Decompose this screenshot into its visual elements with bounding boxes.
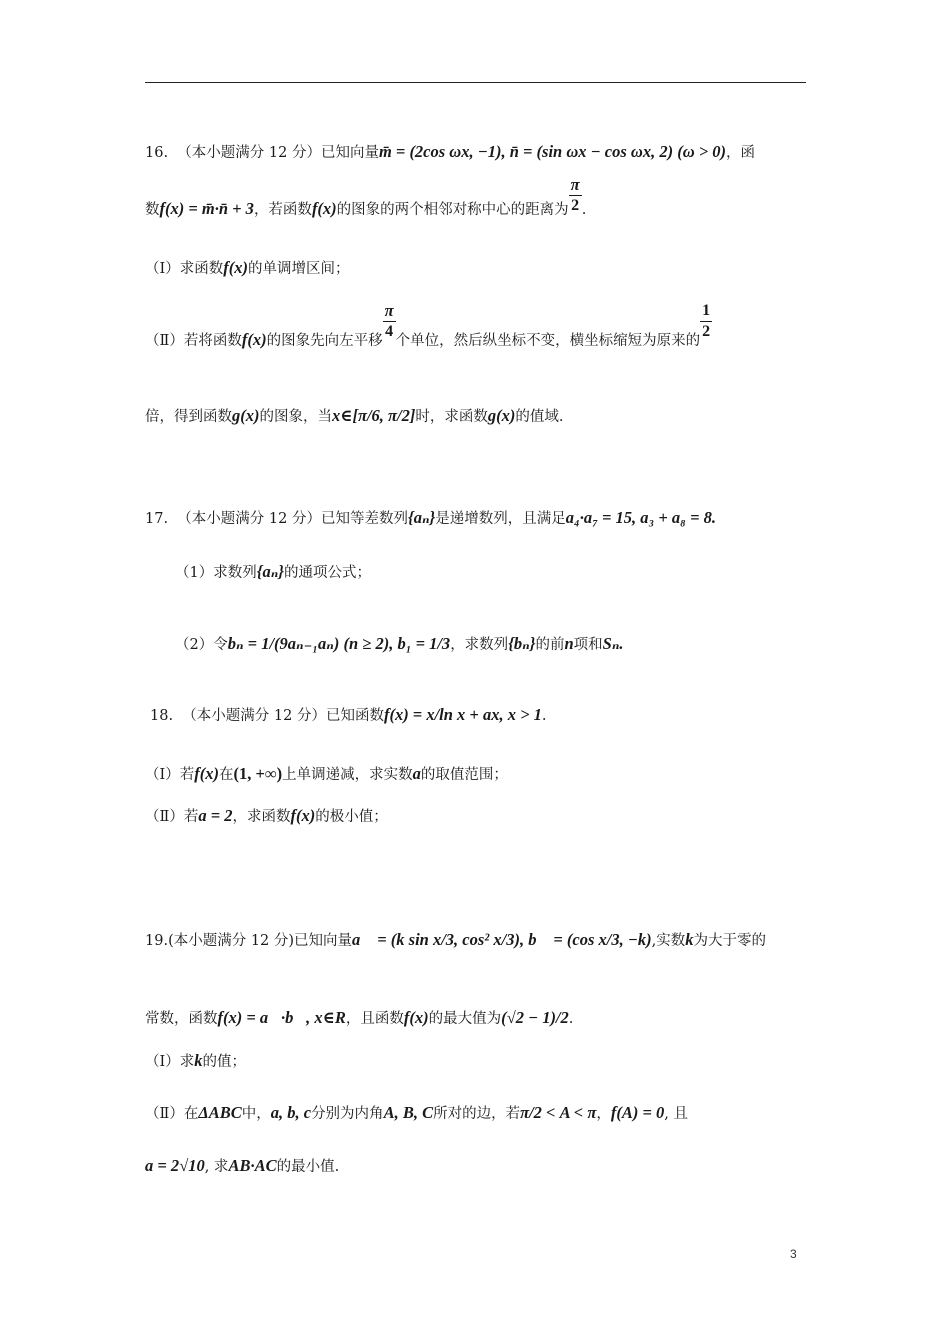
q18-line-1: 18. （本小题满分 12 分）已知函数f(x) = x/ln x + ax, x > 1.	[150, 705, 547, 724]
q18-number: 18.	[150, 708, 174, 724]
q17-part2: （2）令bₙ = 1/(9aₙ₋₁aₙ) (n ≥ 2), b₁ = 1/3，求数列{bₙ}的前n项和Sₙ.	[175, 634, 624, 653]
q19-fA: f(A) = 0	[610, 1103, 665, 1122]
q16-p1-label: （Ⅰ）求函数	[145, 261, 224, 277]
q17-bn: {bₙ}	[508, 634, 536, 653]
q16-range: x∈[π/6, π/2]	[332, 406, 416, 425]
q19-vectors: a⃗ = (k sin x/3, cos² x/3), b⃗ = (cos x/3, −k)	[352, 930, 652, 949]
q19-part2: （Ⅱ）在ΔABC中，a, b, c分别为内角A, B, C所对的边，若π/2 < A < π，f(A) = 0, 且	[145, 1103, 688, 1122]
header-rule	[145, 82, 806, 83]
q18-f-def: f(x) = x/ln x + ax, x > 1	[383, 705, 542, 724]
q16-gx: g(x)	[487, 406, 516, 425]
q18-score: （本小题满分 12 分）	[182, 708, 326, 724]
q16-line-1	[145, 142, 807, 163]
q16-fx: f(x)	[311, 199, 337, 218]
q16-p1-text: 的单调增区间；	[247, 261, 350, 277]
q17-an: {aₙ}	[407, 508, 436, 527]
q19-number: 19.	[145, 933, 169, 949]
q19-dot-product: AB·AC	[228, 1156, 277, 1175]
q16-part2: （Ⅱ）若将函数f(x)的图象先向左平移 $\frac{\pi}{4}$ 个单位，然后纵坐标不变，横坐标缩短为原来的 $\frac{1}{2}$	[145, 300, 711, 349]
q18-part2: （Ⅱ）若a = 2，求函数f(x)的极小值；	[145, 806, 388, 825]
q16-text: ，函	[726, 145, 756, 161]
q19-max-value: (√2 − 1)/2	[501, 1008, 569, 1027]
q16-text: 数	[145, 202, 160, 218]
q19-score: (本小题满分 12 分)	[168, 933, 295, 949]
q19-line-1: 19.(本小题满分 12 分)已知向量a⃗ = (k sin x/3, cos² x/3), b⃗ = (cos x/3, −k),实数k为大于零的	[145, 930, 766, 949]
q16-frac-pi-4: $\frac{\pi}{4}$	[384, 300, 394, 340]
q19-angle-condition: π/2 < A < π	[520, 1103, 597, 1122]
q16-vectors: m̄ = (2cos ωx, −1), n̄ = (sin ωx − cos ωx, 2) (ω > 0)	[378, 142, 727, 161]
q16-text: 已知向量	[320, 145, 379, 161]
q16-p2-fx: f(x)	[241, 330, 267, 349]
q17-part1: （1）求数列{aₙ}的通项公式；	[175, 562, 372, 581]
q19-line-2: 常数，函数f(x) = a⃗·b⃗, x∈R，且函数f(x)的最大值为(√2 − 1)/2.	[145, 1008, 574, 1027]
q17-score: （本小题满分 12 分）	[177, 511, 321, 527]
q16-number: 16.	[145, 145, 169, 161]
q16-frac-1-2: $\frac{1}{2}$	[702, 301, 711, 340]
q18-interval: (1, +∞)	[233, 764, 283, 783]
q17-sn: Sₙ.	[602, 634, 624, 653]
q16-text: ，若函数	[253, 202, 312, 218]
q16-frac-pi-2: $\frac{\pi}{2}$	[570, 174, 580, 214]
q19-f-def: f(x) = a⃗·b⃗, x∈R	[217, 1008, 346, 1027]
q16-score: （本小题满分 12 分）	[177, 145, 321, 161]
q19-triangle: ΔABC	[198, 1103, 242, 1122]
q18-fx: f(x)	[290, 806, 316, 825]
q18-fx: f(x)	[194, 764, 219, 783]
q16-f-def: f(x) = m̄·n̄ + 3	[159, 199, 254, 218]
q17-line-1: 17. （本小题满分 12 分）已知等差数列{aₙ}是递增数列，且满足a₄·a₇ = 15, a₃ + a₈ = 8.	[145, 508, 716, 527]
q18-part1: （Ⅰ）若f(x)在(1, +∞)上单调递减，求实数a的取值范围；	[145, 764, 508, 783]
q18-a-value: a = 2	[198, 806, 233, 825]
q19-part2-cont: a = 2√10, 求AB·AC的最小值.	[145, 1156, 340, 1175]
q16-gx: g(x)	[232, 406, 260, 425]
q16-p2-label: （Ⅱ）若将函数	[145, 333, 242, 349]
q19-part1: （Ⅰ）求k的值；	[145, 1051, 246, 1070]
q17-an: {aₙ}	[256, 562, 285, 581]
q17-number: 17.	[145, 511, 169, 527]
q19-fx: f(x)	[403, 1008, 429, 1027]
q16-p1-fx: f(x)	[223, 258, 248, 277]
q16-text: 的图象的两个相邻对称中心的距离为	[336, 202, 569, 218]
q16-part2-cont: 倍，得到函数g(x)的图象，当x∈[π/6, π/2]时，求函数g(x)的值域.	[145, 406, 564, 425]
q16-line-2: 数f(x) = m̄·n̄ + 3，若函数f(x)的图象的两个相邻对称中心的距离为 $\frac{\pi}{2}$ .	[145, 174, 587, 218]
q16-part1	[145, 258, 807, 279]
q17-condition: a₄·a₇ = 15, a₃ + a₈ = 8.	[565, 508, 716, 527]
q19-a-value: a = 2√10	[145, 1156, 205, 1175]
page-number: 3	[790, 1247, 797, 1261]
q17-bn-def: bₙ = 1/(9aₙ₋₁aₙ) (n ≥ 2), b₁ = 1/3	[227, 634, 451, 653]
